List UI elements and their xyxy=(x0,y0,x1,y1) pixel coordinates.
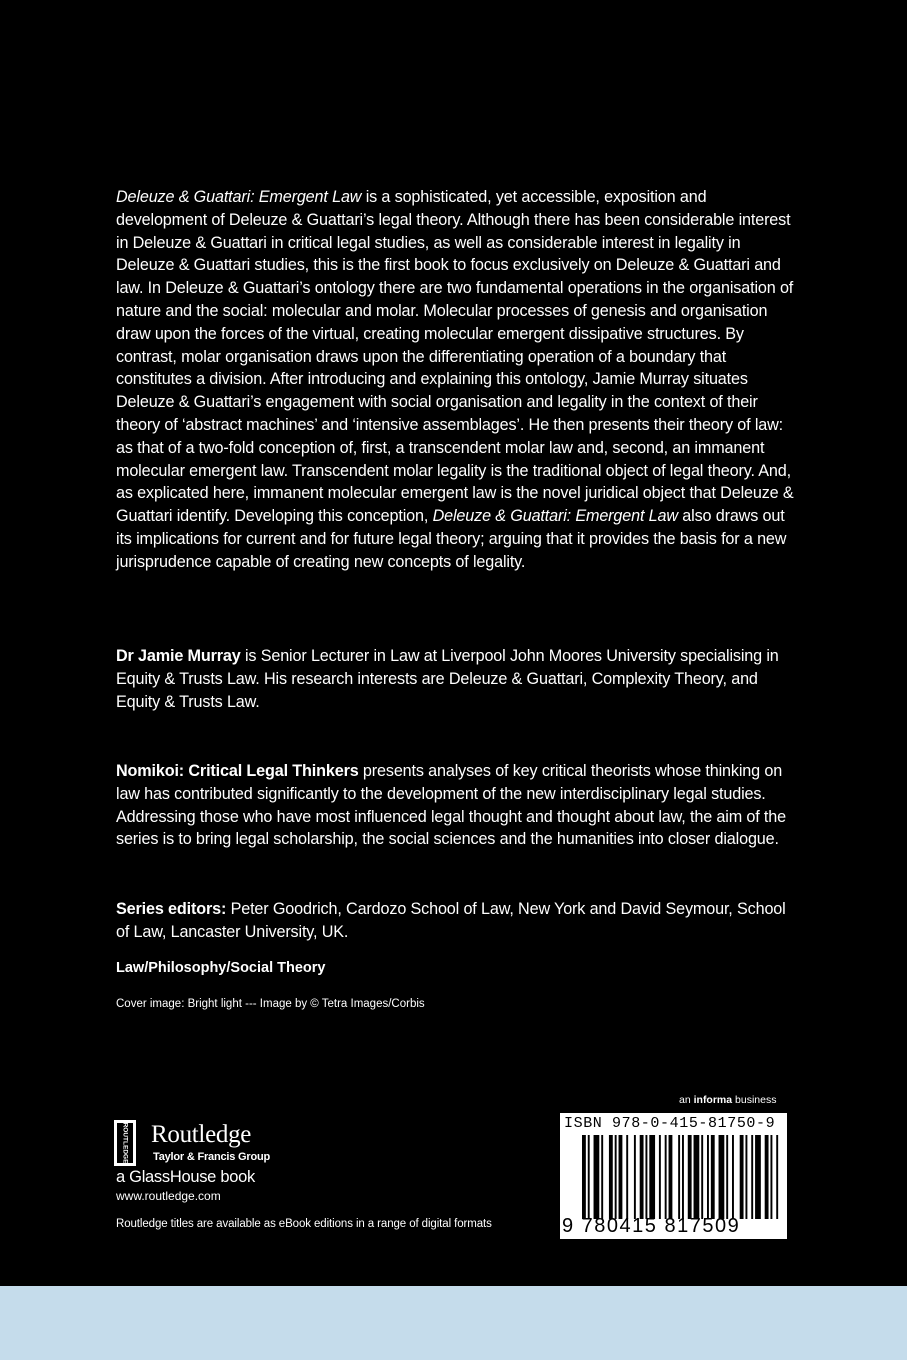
barcode-bar xyxy=(626,1135,628,1219)
barcode-bar xyxy=(588,1135,590,1219)
isbn-barcode xyxy=(560,1113,787,1239)
barcode-bar xyxy=(726,1135,728,1219)
cover-credit: Cover image: Bright light --- Image by © Tetra Images/Corbis xyxy=(116,998,425,1010)
barcode-bar xyxy=(649,1135,655,1219)
publisher-name: Routledge xyxy=(151,1121,252,1148)
barcode-bar xyxy=(701,1135,703,1219)
barcode-bar xyxy=(755,1135,761,1219)
barcode-bar xyxy=(669,1135,673,1219)
barcode-bar xyxy=(640,1135,644,1219)
description-text-1: is a sophisticated, yet accessible, exposition and development of Deleuze & Guattari’s legal theory. Although there has been considerable interest in Deleuze & Guattari in critical legal studies, as well as considerable interest in legality in Deleuze & Guattari studies, this is the first book to focus exclusively on Deleuze & Guattari and law. In Deleuze & Guattari’s ontology there are two fundamental operations in the organisation of nature and the social: molecular and molar. Molecular processes of genesis and organisation draw upon the forces of the virtual, creating molecular emergent dissipative structures. By contrast, molar organisation draws upon the differentiating operation of a boundary that constitutes a division. After introducing and explaining this ontology, Jamie Murray situates Deleuze & Guattari’s engagement with social organisation and legality in the context of their theory of ‘abstract machines’ and ‘intensive assemblages’. He then presents their theory of law: as that of a two-fold conception of, first, a transcendent molar law and, second, an immanent molecular emergent law. Transcendent molar legality is the traditional object of legal theory. And, as explicated here, immanent molecular emergent law is the novel juridical object that Deleuze & Guattari identify. Developing this conception, xyxy=(116,188,794,526)
barcode-bar xyxy=(594,1135,600,1219)
informa-bold: informa xyxy=(693,1094,733,1106)
barcode-bars xyxy=(582,1135,782,1219)
book-description xyxy=(116,186,796,574)
barcode-bar xyxy=(694,1135,700,1219)
series-editors-label: Series editors: xyxy=(116,900,227,918)
series-editors-text: Peter Goodrich, Cardozo School of Law, New York and David Seymour, School of Law, Lancaster University, UK. xyxy=(116,900,786,941)
routledge-logo-icon xyxy=(114,1120,136,1166)
barcode-bar xyxy=(740,1135,744,1219)
barcode-bar xyxy=(645,1135,647,1219)
isbn-label: ISBN 978-0-415-81750-9 xyxy=(564,1115,776,1132)
barcode-bar xyxy=(719,1135,725,1219)
imprint: a GlassHouse book xyxy=(116,1168,255,1186)
informa-prefix: an xyxy=(679,1094,694,1106)
barcode-bar xyxy=(765,1135,769,1219)
book-title-italic-2: Deleuze & Guattari: Emergent Law xyxy=(432,507,678,526)
subject-category: Law/Philosophy/Social Theory xyxy=(116,960,326,976)
author-bio-text: is Senior Lecturer in Law at Liverpool John Moores University specialising in Equity & Trusts Law. His research interests are Deleuze & Guattari, Complexity Theory, and Equity & Trusts Law. xyxy=(116,647,779,711)
barcode-bar xyxy=(682,1135,684,1219)
barcode-bar xyxy=(711,1135,715,1219)
barcode-bar xyxy=(688,1135,692,1219)
series-text: presents analyses of key critical theorists whose thinking on law has contributed significantly to the development of the new interdisciplinary legal studies. Addressing those who have most influenced legal thought and thought about law, the aim of the series is to bring legal scholarship, the social sciences and the humanities into closer dialogue. xyxy=(116,762,786,849)
barcode-bar xyxy=(732,1135,734,1219)
publisher-website: www.routledge.com xyxy=(116,1189,221,1203)
publisher-group: Taylor & Francis Group xyxy=(153,1151,271,1163)
barcode-bar xyxy=(659,1135,661,1219)
barcode-bar xyxy=(745,1135,747,1219)
barcode-bar xyxy=(665,1135,667,1219)
ebook-note: Routledge titles are available as eBook editions in a range of digital formats xyxy=(116,1218,492,1230)
barcode-bar xyxy=(776,1135,778,1219)
description-text-2: also draws out its implications for current and for future legal theory; arguing that it provides the basis for a new jurisprudence capable of creating new concepts of legality. xyxy=(116,507,787,571)
barcode-bar xyxy=(751,1135,753,1219)
barcode-bar xyxy=(615,1135,617,1219)
ean-digits: 9 780415 817509 xyxy=(562,1215,741,1237)
barcode-bar xyxy=(678,1135,680,1219)
book-title-italic: Deleuze & Guattari: Emergent Law xyxy=(116,188,362,206)
informa-suffix: business xyxy=(732,1094,777,1106)
barcode-bar xyxy=(609,1135,613,1219)
series-description xyxy=(116,760,796,851)
series-editors xyxy=(116,898,796,944)
series-name: Nomikoi: Critical Legal Thinkers xyxy=(116,762,359,780)
barcode-bar xyxy=(582,1135,586,1219)
informa-business xyxy=(679,1094,776,1106)
barcode-bar xyxy=(707,1135,709,1219)
barcode-bar xyxy=(770,1135,772,1219)
author-bio xyxy=(116,645,796,713)
barcode-bar xyxy=(601,1135,603,1219)
author-name: Dr Jamie Murray xyxy=(116,647,241,665)
barcode-bar xyxy=(619,1135,623,1219)
routledge-logo-text: ROUTLEDGE xyxy=(121,1122,129,1164)
barcode-bar xyxy=(634,1135,636,1219)
bottom-band xyxy=(0,1286,907,1360)
